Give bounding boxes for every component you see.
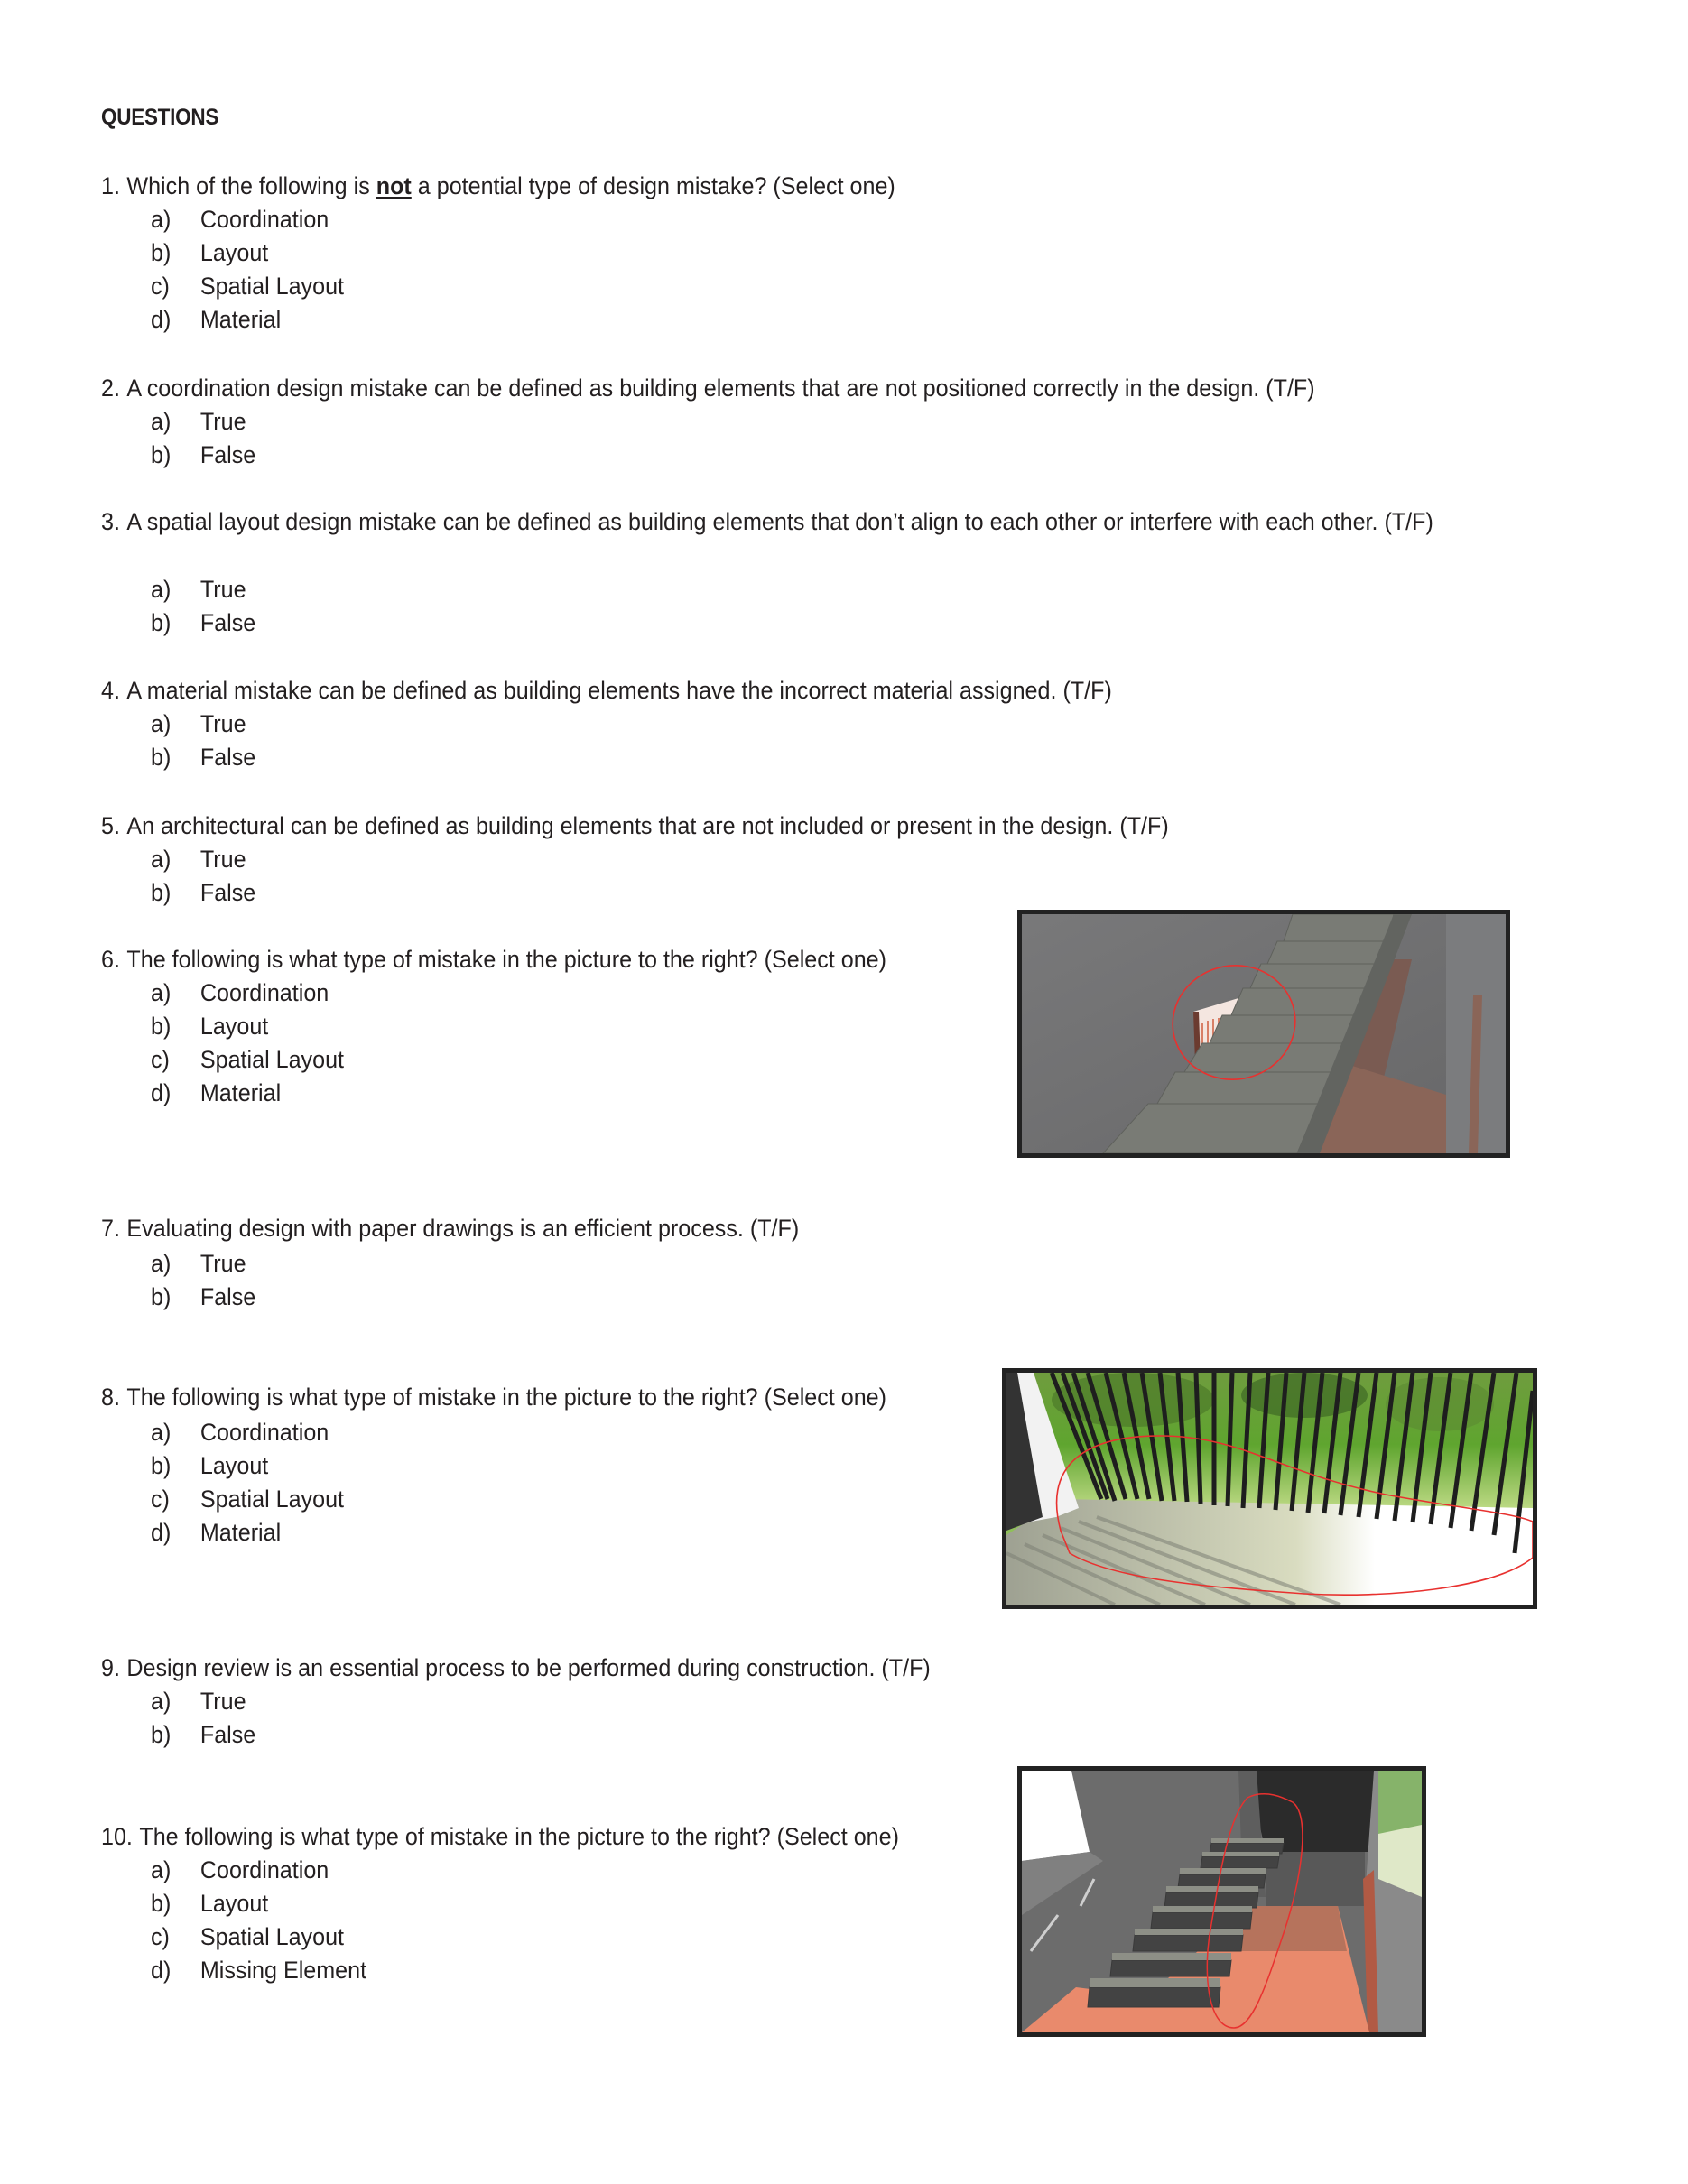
option-label: True	[199, 846, 246, 873]
question-1	[101, 170, 895, 203]
option-label: False	[199, 1721, 256, 1748]
question-number: 4.	[101, 677, 120, 704]
question-number: 5.	[101, 812, 120, 839]
option-letter: b)	[151, 879, 172, 906]
option-letter: a)	[151, 1250, 172, 1277]
option-label: Coordination	[199, 206, 329, 233]
option-b[interactable]	[151, 876, 255, 910]
option-letter: c)	[151, 1923, 170, 1950]
question-text: An architectural can be defined as building elements that are not included or present in the design. (T/F)	[126, 812, 1169, 839]
question-7	[101, 1212, 799, 1245]
balcony-render-image	[1006, 1373, 1533, 1605]
question-10	[101, 1820, 899, 1854]
question-text: A spatial layout design mistake can be defined as building elements that don’t align to each other or interfere with each other. (T/F)	[126, 508, 1433, 535]
question-5	[101, 810, 1169, 843]
question-number: 10.	[101, 1823, 133, 1850]
option-letter: b)	[151, 1283, 172, 1310]
option-label: Layout	[199, 1013, 269, 1040]
option-letter: a)	[151, 846, 172, 873]
option-letter: a)	[151, 710, 172, 737]
option-label: Coordination	[199, 979, 329, 1006]
option-letter: d)	[151, 1079, 172, 1106]
option-label: True	[199, 1250, 246, 1277]
option-label: False	[199, 879, 256, 906]
question-number: 9.	[101, 1654, 120, 1681]
question-4-options	[151, 708, 255, 774]
option-letter: a)	[151, 206, 172, 233]
question-10-options	[151, 1854, 366, 1987]
option-letter: b)	[151, 239, 172, 266]
option-b[interactable]	[151, 236, 344, 270]
question-emphasis: not	[376, 172, 412, 199]
option-d[interactable]	[151, 1077, 344, 1110]
question-1-options	[151, 203, 344, 337]
option-letter: b)	[151, 1452, 172, 1479]
question-3-options	[151, 573, 255, 640]
option-label: True	[199, 710, 246, 737]
option-d[interactable]	[151, 1516, 344, 1550]
option-b[interactable]	[151, 1449, 344, 1483]
option-letter: a)	[151, 576, 172, 603]
option-label: True	[199, 576, 246, 603]
option-letter: b)	[151, 1721, 172, 1748]
option-label: True	[199, 408, 246, 435]
open-stair-render-image	[1022, 1771, 1422, 2032]
question-number: 6.	[101, 946, 120, 973]
option-letter: b)	[151, 1890, 172, 1917]
option-label: Material	[199, 1079, 282, 1106]
option-label: Missing Element	[199, 1957, 367, 1984]
question-text: Evaluating design with paper drawings is an efficient process. (T/F)	[126, 1215, 800, 1242]
question-8	[101, 1381, 886, 1414]
option-label: Spatial Layout	[199, 1046, 345, 1073]
option-label: Spatial Layout	[199, 1923, 345, 1950]
question-10-picture	[1017, 1766, 1426, 2037]
option-letter: c)	[151, 1046, 170, 1073]
option-a[interactable]	[151, 203, 344, 236]
page-heading: QUESTIONS	[101, 105, 219, 130]
option-letter: a)	[151, 979, 172, 1006]
option-a[interactable]	[151, 708, 255, 741]
option-letter: b)	[151, 1013, 172, 1040]
question-number: 2.	[101, 375, 120, 402]
option-label: Coordination	[199, 1419, 329, 1446]
option-label: Material	[199, 306, 282, 333]
question-2	[101, 372, 1315, 405]
option-label: True	[199, 1688, 246, 1715]
option-b[interactable]	[151, 741, 255, 774]
option-b[interactable]	[151, 1718, 255, 1752]
option-label: Spatial Layout	[199, 273, 345, 300]
question-9	[101, 1652, 931, 1685]
option-b[interactable]	[151, 1010, 344, 1043]
question-4	[101, 674, 1112, 708]
option-label: False	[199, 441, 256, 468]
question-number: 3.	[101, 508, 120, 535]
question-6-picture	[1017, 910, 1510, 1158]
option-d[interactable]	[151, 303, 344, 337]
option-letter: c)	[151, 1485, 170, 1513]
question-6-options	[151, 976, 344, 1110]
option-label: Layout	[199, 239, 269, 266]
option-letter: a)	[151, 1856, 172, 1883]
question-text: Design review is an essential process to be performed during construction. (T/F)	[126, 1654, 931, 1681]
option-label: Layout	[199, 1890, 269, 1917]
option-a[interactable]	[151, 1416, 344, 1449]
question-text-before: Which of the following is	[126, 172, 370, 199]
option-a[interactable]	[151, 573, 255, 606]
option-a[interactable]	[151, 976, 344, 1010]
option-letter: b)	[151, 441, 172, 468]
question-text: The following is what type of mistake in the picture to the right? (Select one)	[126, 1384, 887, 1411]
option-letter: d)	[151, 1519, 172, 1546]
question-3	[101, 505, 1562, 539]
question-text-after: a potential type of design mistake? (Select one)	[417, 172, 895, 199]
option-b[interactable]	[151, 1887, 366, 1920]
option-c[interactable]	[151, 270, 344, 303]
question-number: 7.	[101, 1215, 120, 1242]
option-label: Material	[199, 1519, 282, 1546]
option-letter: a)	[151, 408, 172, 435]
option-c[interactable]	[151, 1920, 366, 1954]
option-c[interactable]	[151, 1483, 344, 1516]
option-b[interactable]	[151, 606, 255, 640]
option-letter: a)	[151, 1419, 172, 1446]
question-9-options	[151, 1685, 255, 1752]
option-b[interactable]	[151, 1281, 255, 1314]
question-text: A coordination design mistake can be defined as building elements that are not positioned correctly in the design. (T/F)	[126, 375, 1315, 402]
question-number: 8.	[101, 1384, 120, 1411]
question-2-options	[151, 405, 255, 472]
question-number: 1.	[101, 172, 120, 199]
option-a[interactable]	[151, 843, 255, 876]
question-text: A material mistake can be defined as building elements have the incorrect material assigned. (T/F)	[126, 677, 1112, 704]
option-label: Spatial Layout	[199, 1485, 345, 1513]
option-b[interactable]	[151, 439, 255, 472]
option-label: False	[199, 744, 256, 771]
stair-render-image	[1022, 914, 1506, 1153]
question-text: The following is what type of mistake in the picture to the right? (Select one)	[126, 946, 887, 973]
option-label: False	[199, 609, 256, 636]
option-label: Coordination	[199, 1856, 329, 1883]
question-5-options	[151, 843, 255, 910]
option-letter: a)	[151, 1688, 172, 1715]
option-a[interactable]	[151, 1685, 255, 1718]
option-letter: c)	[151, 273, 170, 300]
option-a[interactable]	[151, 405, 255, 439]
option-a[interactable]	[151, 1854, 366, 1887]
question-7-options	[151, 1247, 255, 1314]
option-label: Layout	[199, 1452, 269, 1479]
question-text: The following is what type of mistake in the picture to the right? (Select one)	[139, 1823, 899, 1850]
option-c[interactable]	[151, 1043, 344, 1077]
question-8-options	[151, 1416, 344, 1550]
option-letter: d)	[151, 1957, 172, 1984]
option-letter: b)	[151, 609, 172, 636]
option-label: False	[199, 1283, 256, 1310]
option-letter: b)	[151, 744, 172, 771]
question-6	[101, 943, 886, 976]
option-a[interactable]	[151, 1247, 255, 1281]
option-d[interactable]	[151, 1954, 366, 1987]
option-letter: d)	[151, 306, 172, 333]
question-8-picture	[1002, 1368, 1537, 1609]
